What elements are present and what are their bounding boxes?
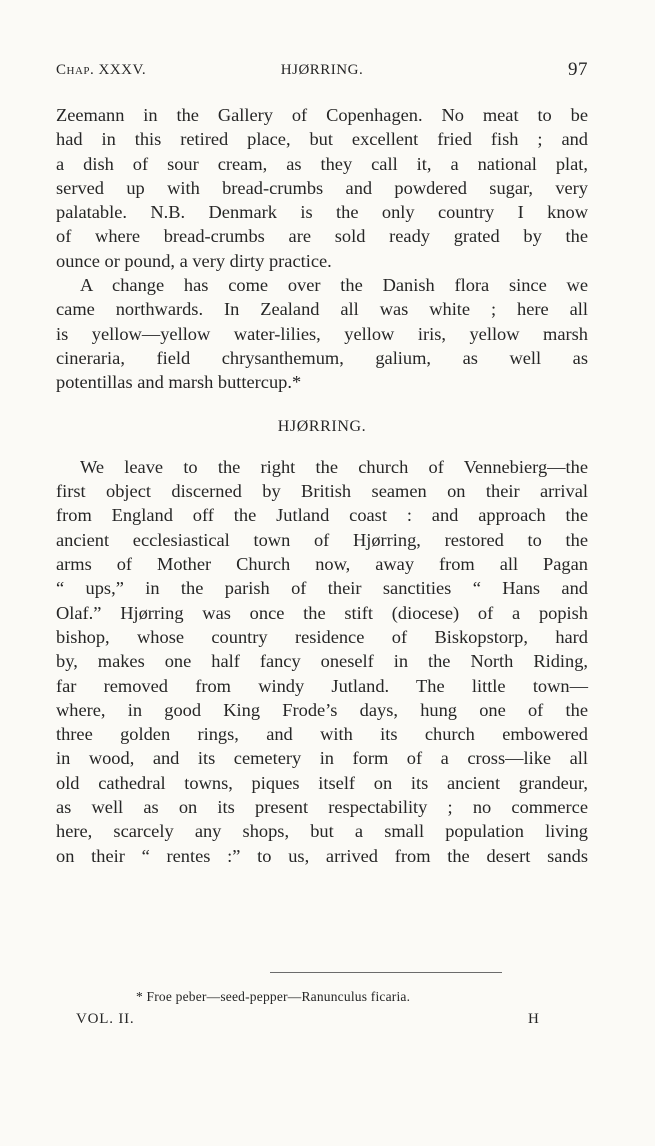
text-line: of where bread-crumbs are sold ready grated by the [56,226,588,247]
text-line: A change has come over the Danish flora since we [80,275,588,296]
text-line: ounce or pound, a very dirty practice. [56,250,332,271]
signature-row [76,1011,576,1033]
text-line: Zeemann in the Gallery of Copenhagen. No meat to be [56,105,588,125]
text-line: bishop, whose country residence of Biskopstorp, hard [56,626,588,647]
text-line: “ ups,” in the parish of their sanctities “ Hans and [56,578,588,599]
text-line: a dish of sour cream, as they call it, a national plat, [56,153,588,174]
body-text [56,103,588,868]
running-title: HJØRRING. [280,62,364,78]
paragraph-flora [56,273,588,394]
text-line: three golden rings, and with its church embowered [56,724,588,745]
footnote: * Froe peber—seed-pepper—Ranunculus ficaria. [136,989,411,1004]
paragraph-hjorring [56,455,588,868]
paragraph-meal [56,103,588,273]
footnote-divider [270,972,502,973]
text-line: We leave to the right the church of Vennebierg—the [80,456,588,477]
section-heading: HJØRRING. [277,417,367,435]
text-line: ancient ecclesiastical town of Hjørring, restored to the [56,529,588,550]
text-line: Olaf.” Hjørring was once the stift (diocese) of a popish [56,602,588,623]
text-line: cineraria, field chrysanthemum, galium, as well as [56,347,588,368]
text-line: had in this retired place, but excellent fried fish ; and [56,129,588,150]
text-line: old cathedral towns, piques itself on its ancient grandeur, [56,772,588,793]
text-line: from England off the Jutland coast : and approach the [56,505,588,526]
text-line: is yellow—yellow water-lilies, yellow iris, yellow marsh [56,323,588,344]
text-line: far removed from windy Jutland. The little town— [56,675,588,696]
text-line: first object discerned by British seamen on their arrival [56,481,588,502]
text-line: served up with bread-crumbs and powdered sugar, very [56,177,588,198]
text-line: came northwards. In Zealand all was white ; here all [56,299,588,320]
text-line: by, makes one half fancy oneself in the North Riding, [56,651,588,672]
text-line: as well as on its present respectability ; no commerce [56,797,588,818]
text-line: in wood, and its cemetery in form of a cross—like all [56,748,588,769]
text-line: here, scarcely any shops, but a small population living [56,821,588,842]
signature-mark: H [528,1011,540,1027]
running-head [56,59,588,84]
text-line: arms of Mother Church now, away from all Pagan [56,554,588,575]
text-line: palatable. N.B. Denmark is the only country I know [56,202,588,223]
text-line: potentillas and marsh buttercup.* [56,372,302,393]
volume-label: VOL. II. [76,1011,135,1027]
text-line: where, in good King Frode’s days, hung one of the [56,699,588,720]
chapter-label: Chap. XXXV. [56,62,147,78]
text-line: on their “ rentes :” to us, arrived from the desert sands [56,845,588,866]
page-number: 97 [568,59,588,80]
book-page [56,0,588,1146]
